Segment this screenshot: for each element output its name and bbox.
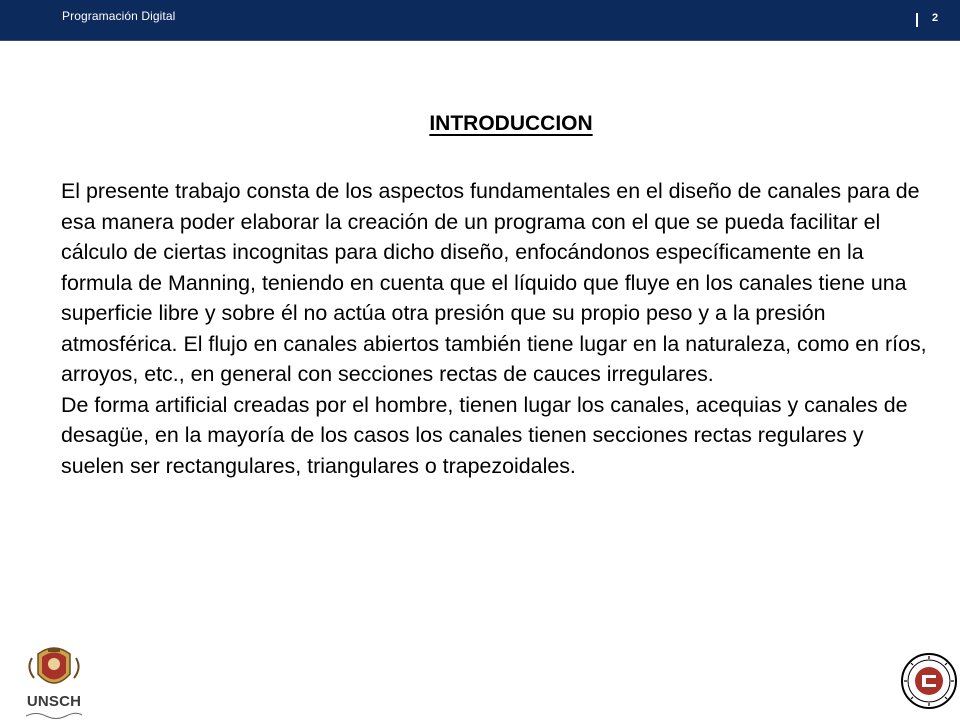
header-bar bbox=[0, 0, 960, 41]
university-crest-icon bbox=[8, 644, 100, 694]
logo-text: UNSCH bbox=[26, 693, 82, 710]
seal-icon bbox=[900, 648, 958, 714]
course-title: Programación Digital bbox=[62, 9, 176, 23]
paragraph-2: De forma artificial creadas por el hombre, tienen lugar los canales, acequias y canales de desagüe, en la mayoría de los casos los canales tienen secciones rectas regulares y suelen ser rectangulares, triangulares o trapezoidales. bbox=[61, 392, 908, 478]
page-separator bbox=[916, 13, 918, 27]
engineering-seal-logo bbox=[900, 648, 958, 714]
paragraph-1: El presente trabajo consta de los aspectos fundamentales en el diseño de canales para de esa manera poder elaborar la creación de un programa con el que se pueda facilitar el cálculo de ciertas incognitas para dicho diseño, enfocándonos específicamente en la formula de Manning, teniendo en cuenta que el líquido que fluye en los canales tiene una superficie libre y sobre él no actúa otra presión que su propio peso y a la presión atmosférica. El flujo en canales abiertos también tiene lugar en la naturaleza, como en ríos, arroyos, etc., en general con secciones rectas de cauces irregulares. bbox=[61, 179, 927, 386]
unsch-logo bbox=[8, 644, 100, 720]
body-text bbox=[61, 176, 931, 481]
page-heading: INTRODUCCION bbox=[429, 112, 593, 135]
page-number: 2 bbox=[932, 12, 939, 24]
motto-scribble-icon bbox=[8, 710, 100, 720]
